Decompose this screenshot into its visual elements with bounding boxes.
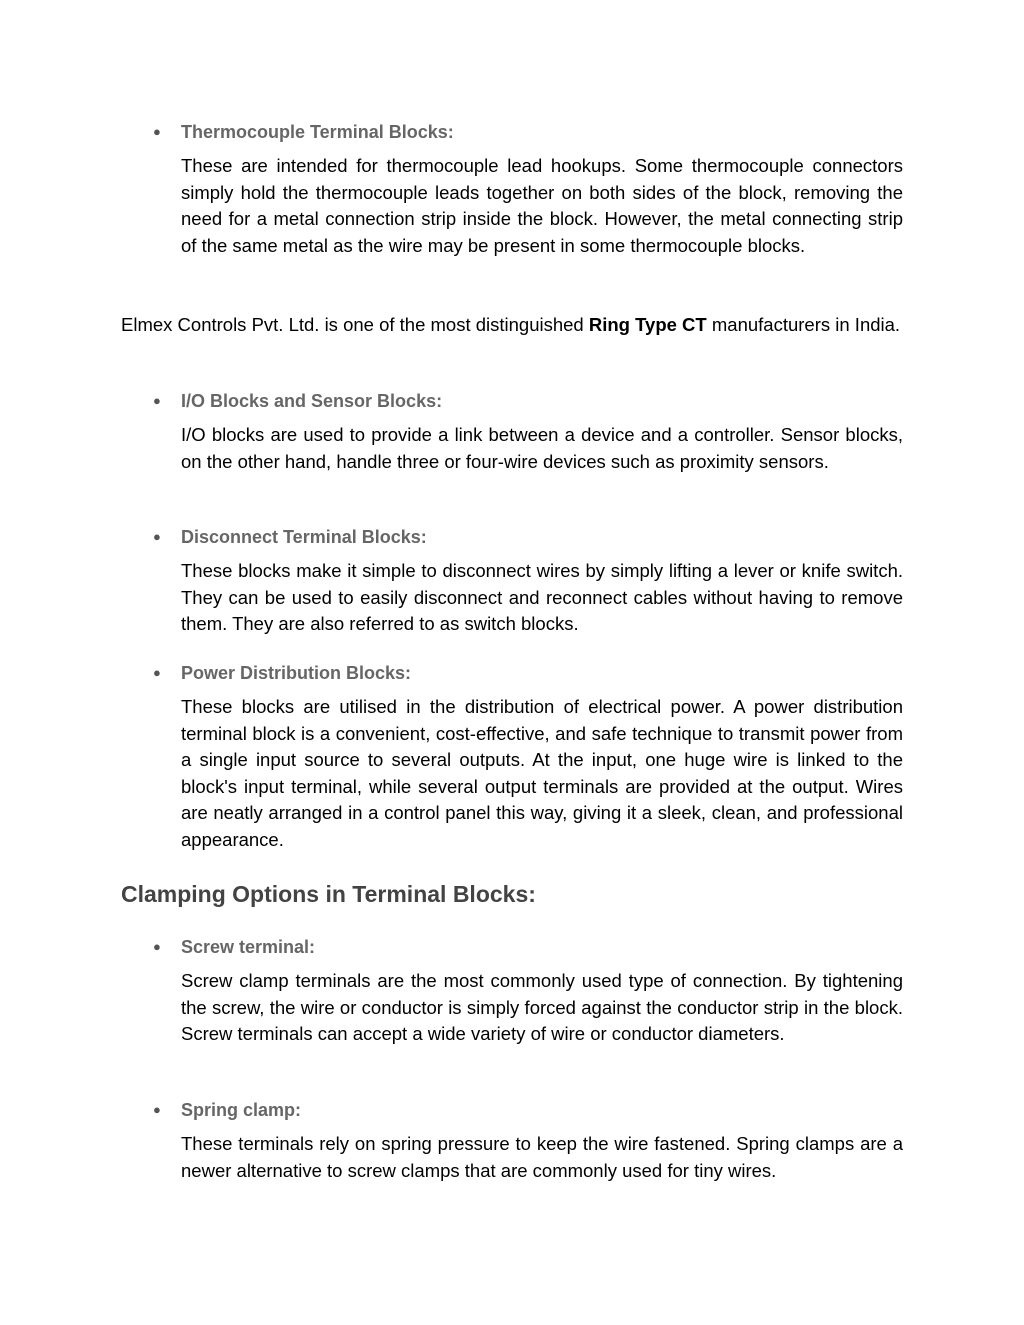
- bullet-icon: ●: [153, 665, 161, 680]
- list-item-body: I/O blocks are used to provide a link between a device and a controller. Sensor blocks, on the other hand, handle three or four-wire devices such as proximity sensors.: [181, 424, 903, 472]
- list-item-title: Screw terminal:: [181, 937, 316, 957]
- list-item-header: [150, 660, 910, 686]
- list-item-io-blocks: [150, 388, 910, 475]
- intro-text-bold: Ring Type CT: [588, 314, 707, 335]
- list-item-header: [150, 1097, 910, 1123]
- list-item-body: These are intended for thermocouple lead hookups. Some thermocouple connectors simply hold the thermocouple leads together on both sides of the block, removing the need for a metal connection strip inside the block. However, the metal connecting strip of the same metal as the wire may be present in some thermocouple blocks.: [181, 155, 903, 256]
- list-item-screw-terminal: [150, 934, 910, 1048]
- list-item-spring-clamp: [150, 1097, 910, 1184]
- list-item-power-distribution: [150, 660, 910, 853]
- bullet-icon: ●: [153, 939, 161, 954]
- intro-text-after: manufacturers in India.: [706, 314, 901, 335]
- bullet-icon: ●: [153, 529, 161, 544]
- list-item-header: [150, 388, 910, 414]
- list-item-title: I/O Blocks and Sensor Blocks:: [181, 391, 443, 411]
- intro-text-before: Elmex Controls Pvt. Ltd. is one of the most distinguished: [121, 314, 589, 335]
- list-item-body: These blocks make it simple to disconnect wires by simply lifting a lever or knife switch. They can be used to easily disconnect and reconnect cables without having to remove them. They are also referred to as switch blocks.: [181, 560, 903, 634]
- list-item-body: Screw clamp terminals are the most commonly used type of connection. By tightening the screw, the wire or conductor is simply forced against the conductor strip in the block. Screw terminals can accept a wide variety of wire or conductor diameters.: [181, 970, 903, 1044]
- section-heading: Clamping Options in Terminal Blocks:: [121, 881, 536, 907]
- list-item-title: Power Distribution Blocks:: [181, 663, 412, 683]
- list-item-title: Disconnect Terminal Blocks:: [181, 527, 427, 547]
- list-item-body: These terminals rely on spring pressure to keep the wire fastened. Spring clamps are a newer alternative to screw clamps that are commonly used for tiny wires.: [181, 1133, 903, 1181]
- list-item-title: Spring clamp:: [181, 1100, 302, 1120]
- bullet-icon: ●: [153, 393, 161, 408]
- list-item-header: [150, 934, 910, 960]
- list-item-header: [150, 524, 910, 550]
- list-item-disconnect-blocks: [150, 524, 910, 638]
- list-item-thermocouple: [150, 119, 910, 259]
- list-item-title: Thermocouple Terminal Blocks:: [181, 122, 454, 142]
- bullet-icon: ●: [153, 124, 161, 139]
- list-item-body: These blocks are utilised in the distribution of electrical power. A power distribution terminal block is a convenient, cost-effective, and safe technique to transmit power from a single input source to several outputs. At the input, one huge wire is linked to the block's input terminal, while several output terminals are provided at the output. Wires are neatly arranged in a control panel this way, giving it a sleek, clean, and professional appearance.: [181, 696, 903, 850]
- intro-paragraph: [121, 311, 904, 338]
- bullet-icon: ●: [153, 1102, 161, 1117]
- list-item-header: [150, 119, 910, 145]
